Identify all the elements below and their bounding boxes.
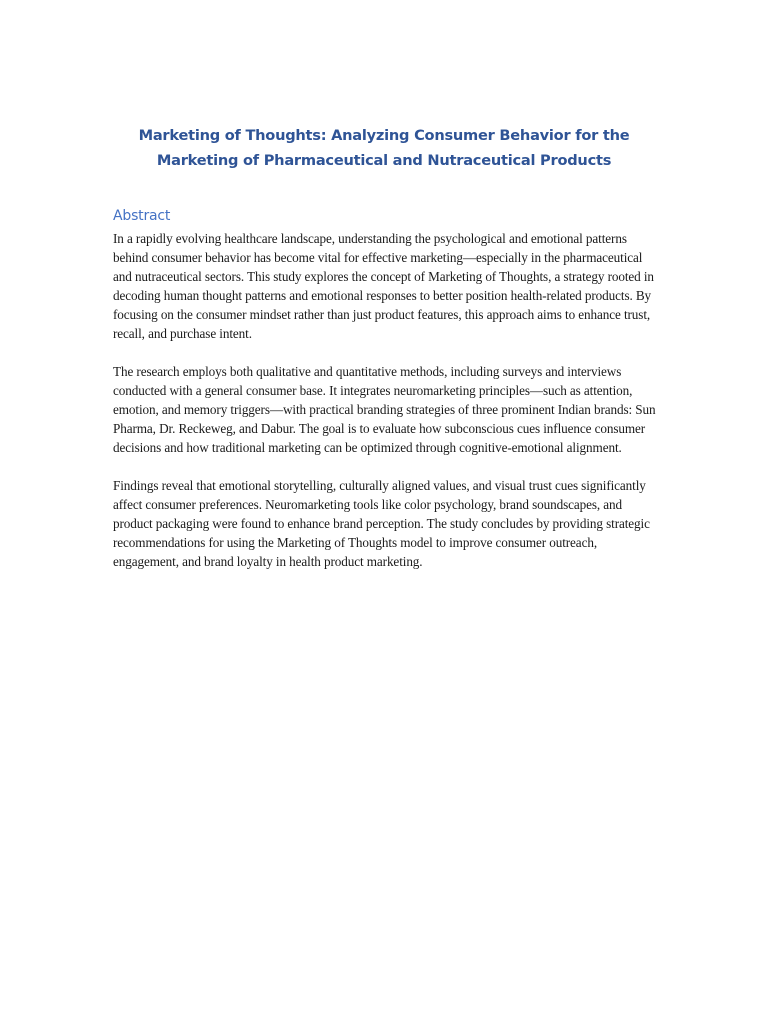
abstract-paragraph-1: In a rapidly evolving healthcare landscape, understanding the psychological and emotional patterns behind consumer behavior has become vital for effective marketing—especially in the pharmaceutical and nutraceutical sectors. This study explores the concept of Marketing of Thoughts, a strategy rooted in decoding human thought patterns and emotional responses to better position health-related products. By focusing on the consumer mindset rather than just product features, this approach aims to enhance trust, recall, and purchase intent.: [113, 231, 654, 341]
document-title: Marketing of Thoughts: Analyzing Consumer Behavior for the Marketing of Pharmaceutical and Nutraceutical Products: [138, 127, 630, 169]
abstract-heading: Abstract: [113, 208, 171, 224]
abstract-body: [113, 229, 658, 590]
abstract-paragraph-2: The research employs both qualitative and quantitative methods, including surveys and interviews conducted with a general consumer base. It integrates neuromarketing principles—such as attention, emotion, and memory triggers—with practical branding strategies of three prominent Indian brands: Sun Pharma, Dr. Reckeweg, and Dabur. The goal is to evaluate how subconscious cues influence consumer decisions and how traditional marketing can be optimized through cognitive-emotional alignment.: [113, 364, 656, 455]
abstract-paragraph-3: Findings reveal that emotional storytelling, culturally aligned values, and visual trust cues significantly affect consumer preferences. Neuromarketing tools like color psychology, brand soundscapes, and product packaging were found to enhance brand perception. The study concludes by providing strategic recommendations for using the Marketing of Thoughts model to improve consumer outreach, engagement, and brand loyalty in health product marketing.: [113, 478, 650, 569]
